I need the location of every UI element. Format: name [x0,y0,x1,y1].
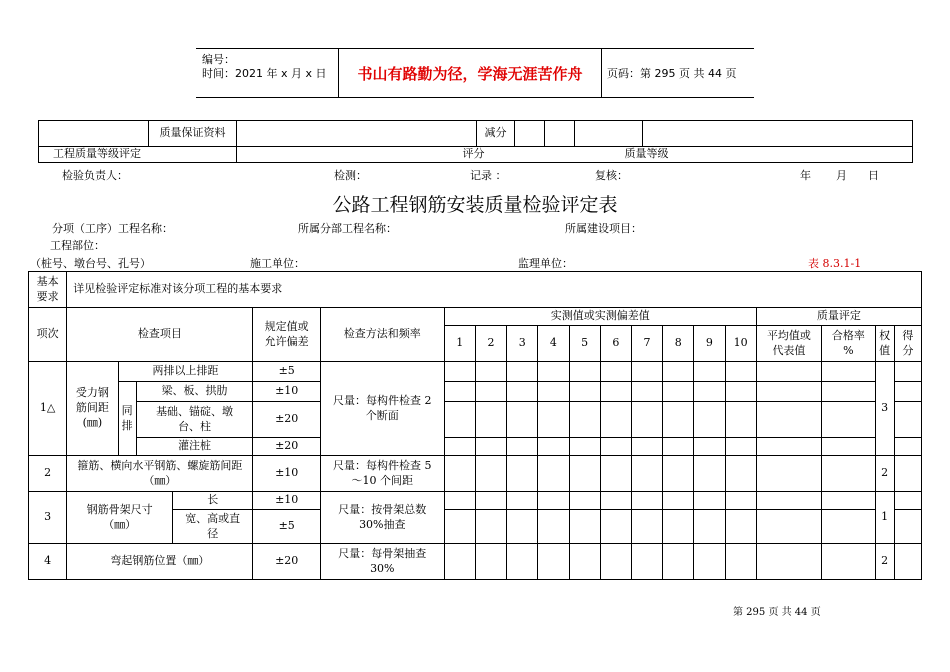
table-cell [475,362,506,382]
col-pass-header: 合格率 % [822,326,875,362]
col-method-header: 检查方法和频率 [320,308,444,362]
table-cell [822,382,875,402]
table-cell [894,402,921,438]
table-cell [694,456,725,492]
deduction-label: 减分 [477,121,515,147]
summary-table [38,120,913,163]
row1-item: 受力钢 筋间距 (㎜) [67,362,118,456]
row1c-sub: 基础、锚碇、墩 台、柱 [136,402,253,438]
table-cell [600,382,631,402]
page-title: 公路工程钢筋安装质量检验评定表 [332,194,618,216]
year-label: 年 [800,169,811,182]
table-cell [507,438,538,456]
table-cell [822,456,875,492]
header-meta [196,49,338,97]
table-number: 表 8.3.1-1 [808,257,862,270]
table-cell [444,456,475,492]
table-cell [475,382,506,402]
table-cell [569,402,600,438]
table-cell [538,544,569,580]
table-cell [545,121,575,147]
table-cell [663,510,694,544]
measure-col-5: 5 [569,326,600,362]
table-cell [663,492,694,510]
table-cell [631,382,662,402]
row2-no: 2 [29,456,67,492]
table-cell [694,510,725,544]
document-time: 时间：2021 年 x 月 x 日 [202,67,327,80]
row2-method: 尺量：每构件检查 5 ～10 个间距 [320,456,444,492]
contractor-label: 施工单位： [250,257,305,270]
table-cell [694,382,725,402]
table-cell [515,121,545,147]
table-cell [538,402,569,438]
table-cell [894,544,921,580]
motto: 书山有路勤为径，学海无涯苦作舟 [338,49,602,97]
basic-req-label: 基本 要求 [29,272,67,308]
table-cell [507,510,538,544]
table-cell [538,510,569,544]
col-avg-header: 平均值或 代表值 [756,326,821,362]
table-cell [725,544,756,580]
measure-col-1: 1 [444,326,475,362]
table-cell [694,402,725,438]
basic-req-text: 详见检验评定标准对该分项工程的基本要求 [67,272,922,308]
table-cell [507,492,538,510]
table-cell [756,362,821,382]
row4-weight: 2 [875,544,894,580]
table-cell [444,544,475,580]
table-cell [475,438,506,456]
table-cell [631,510,662,544]
table-cell [756,492,821,510]
measure-col-4: 4 [538,326,569,362]
table-cell [538,362,569,382]
table-cell [444,510,475,544]
row3-weight: 1 [875,492,894,544]
table-cell [569,456,600,492]
table-cell [663,456,694,492]
table-cell [569,362,600,382]
row1-method: 尺量：每构件检查 2 个断面 [320,362,444,456]
table-cell [475,456,506,492]
table-cell [822,510,875,544]
table-cell [600,510,631,544]
supervisor-label: 监理单位： [518,257,573,270]
table-cell [600,492,631,510]
col-no-header: 项次 [29,308,67,362]
table-cell [444,492,475,510]
row2-tol: ±10 [253,456,320,492]
table-cell [538,456,569,492]
table-row [29,456,922,492]
row1c-tol: ±20 [253,402,320,438]
table-cell [444,438,475,456]
table-cell [39,121,149,147]
table-cell [631,362,662,382]
table-cell [237,121,477,147]
table-cell [507,402,538,438]
table-cell [822,492,875,510]
division-label: 所属分部工程名称： [298,222,397,235]
row3b-sub: 宽、高或直 径 [172,510,253,544]
table-cell [694,362,725,382]
row1a-sub: 两排以上排距 [118,362,253,382]
item-name-label: 分项（工序）工程名称： [52,222,173,235]
measure-col-10: 10 [725,326,756,362]
grade-label: 工程质量等级评定 [39,147,237,163]
table-cell [694,492,725,510]
table-cell [538,438,569,456]
project-label: 所属建设项目： [565,222,642,235]
record-label: 记录 ： [470,169,507,182]
row3-item: 钢筋骨架尺寸 （㎜） [67,492,173,544]
row1-no: 1△ [29,362,67,456]
day-label: 日 [868,169,879,182]
table-cell [894,438,921,456]
table-cell [444,402,475,438]
row1d-tol: ±20 [253,438,320,456]
table-cell [475,510,506,544]
level-label: 质量等级 [575,147,913,163]
table-cell [663,382,694,402]
table-cell [822,438,875,456]
row2-weight: 2 [875,456,894,492]
table-cell [569,544,600,580]
month-label: 月 [836,169,847,182]
table-cell [600,438,631,456]
page-info: 页码：第 295 页 共 44 页 [607,67,737,80]
table-cell [600,544,631,580]
table-cell [756,382,821,402]
table-cell [694,544,725,580]
measure-col-3: 3 [507,326,538,362]
table-cell [663,544,694,580]
table-cell [663,402,694,438]
table-cell [725,492,756,510]
inspection-table [28,271,922,580]
table-cell [475,544,506,580]
row1-weight: 3 [875,362,894,456]
table-cell [643,121,913,147]
table-cell [475,402,506,438]
document-header [196,48,754,98]
quality-docs-label: 质量保证资料 [149,121,237,147]
table-cell [756,438,821,456]
site-sub-label: （桩号、墩台号、孔号） [30,257,151,270]
table-row [29,492,922,510]
table-row [29,382,922,402]
inspector-label: 检验负责人： [62,169,128,182]
table-cell [663,438,694,456]
table-cell [663,362,694,382]
row1-same-row: 同 排 [118,382,136,456]
row3-method: 尺量：按骨架总数 30%抽查 [320,492,444,544]
table-cell [507,362,538,382]
table-cell [600,402,631,438]
col-weight-header: 权 值 [875,326,894,362]
table-cell [894,456,921,492]
review-label: 复核： [595,169,628,182]
table-cell [631,544,662,580]
table-cell [725,438,756,456]
table-row [29,362,922,382]
col-eval-header: 质量评定 [756,308,921,326]
table-cell [569,438,600,456]
row4-item: 弯起钢筋位置（㎜） [67,544,253,580]
score-label: 评分 [237,147,575,163]
table-cell [894,492,921,510]
table-cell [725,402,756,438]
check-label: 检测： [334,169,367,182]
table-cell [631,438,662,456]
page-footer: 第 295 页 共 44 页 [733,607,821,618]
table-cell [507,544,538,580]
table-cell [631,456,662,492]
table-cell [725,362,756,382]
table-row [29,438,922,456]
row4-no: 4 [29,544,67,580]
row1d-sub: 灌注桩 [136,438,253,456]
col-item-header: 检查项目 [67,308,253,362]
row1b-sub: 梁、板、拱肋 [136,382,253,402]
table-cell [756,544,821,580]
table-cell [822,362,875,382]
row3a-tol: ±10 [253,492,320,510]
table-cell [538,492,569,510]
row4-tol: ±20 [253,544,320,580]
table-cell [444,382,475,402]
table-cell [756,510,821,544]
table-cell [569,382,600,402]
table-cell [725,456,756,492]
document-number-label: 编号： [202,53,235,66]
table-cell [631,492,662,510]
col-score-header: 得 分 [894,326,921,362]
measure-col-7: 7 [631,326,662,362]
table-cell [600,456,631,492]
table-cell [725,382,756,402]
table-row [29,402,922,438]
table-cell [822,544,875,580]
site-label: 工程部位： [50,239,105,252]
row1a-tol: ±5 [253,362,320,382]
table-cell [631,402,662,438]
table-cell [725,510,756,544]
table-cell [894,510,921,544]
table-cell [756,456,821,492]
table-cell [756,402,821,438]
table-cell [575,121,643,147]
row3b-tol: ±5 [253,510,320,544]
table-cell [475,492,506,510]
table-cell [894,362,921,382]
table-cell [507,382,538,402]
table-cell [569,492,600,510]
measure-col-9: 9 [694,326,725,362]
table-cell [444,362,475,382]
row1b-tol: ±10 [253,382,320,402]
row4-method: 尺量：每骨架抽查 30% [320,544,444,580]
row2-item: 箍筋、横向水平钢筋、螺旋筋间距 （㎜） [67,456,253,492]
table-cell [507,456,538,492]
table-cell [569,510,600,544]
measure-col-8: 8 [663,326,694,362]
table-cell [538,382,569,402]
table-cell [894,382,921,402]
table-cell [822,402,875,438]
measure-col-2: 2 [475,326,506,362]
table-cell [600,362,631,382]
row3-no: 3 [29,492,67,544]
table-cell [694,438,725,456]
col-tolerance-header: 规定值或 允许偏差 [253,308,320,362]
measure-col-6: 6 [600,326,631,362]
table-row [29,544,922,580]
col-measured-header: 实测值或实测偏差值 [444,308,756,326]
row3a-sub: 长 [172,492,253,510]
